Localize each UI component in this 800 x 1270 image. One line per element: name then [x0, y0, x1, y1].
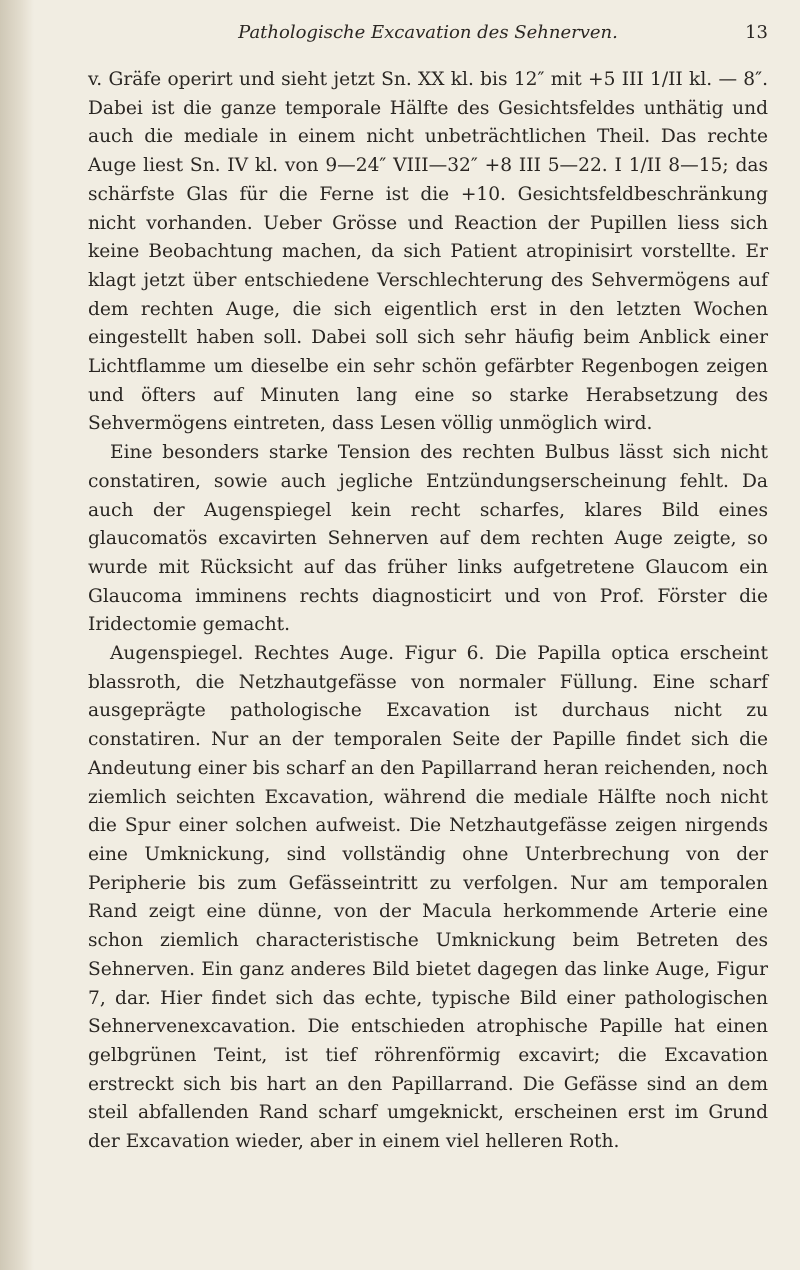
running-title: Pathologische Excavation des Sehnerven.	[238, 22, 618, 43]
page-number: 13	[745, 22, 768, 43]
paragraph-2: Eine besonders starke Tension des rechten Bulbus lässt sich nicht constatiren, sowie auch jegliche Entzündungserscheinung fehlt. Da auch der Augenspiegel kein recht scharfes, klares Bild eines glaucomatös excavirten Sehnerven auf dem rechten Auge zeigte, so wurde mit Rücksicht auf das früher links aufgetretene Glaucom ein Glaucoma imminens rechts diagnosticirt und von Prof. Förster die Iridectomie gemacht.	[88, 442, 768, 636]
paragraph-3: Augenspiegel. Rechtes Auge. Figur 6. Die Papilla optica erscheint blassroth, die Netzhautgefässe von normaler Füllung. Eine scharf ausgeprägte pathologische Excavation ist durchaus nicht zu constatiren. Nur an der temporalen Seite der Papille findet sich die Andeutung einer bis scharf an den Papillarrand heran reichenden, noch ziemlich seichten Excavation, während die mediale Hälfte noch nicht die Spur einer solchen aufweist. Die Netzhautgefässe zeigen nirgends eine Umknickung, sind vollständig ohne Unterbrechung von der Peripherie bis zum Gefässeintritt zu verfolgen. Nur am temporalen Rand zeigt eine dünne, von der Macula herkommende Arterie eine schon ziemlich characteristische Umknickung beim Betreten des Sehnerven. Ein ganz anderes Bild bietet dagegen das linke Auge, Figur 7, dar. Hier findet sich das echte, typische Bild einer pathologischen Sehnervenexcavation. Die entschieden atrophische Papille hat einen gelbgrünen Teint, ist tief röhrenförmig excavirt; die Excavation erstreckt sich bis hart an den Papillarrand. Die Gefässe sind an dem steil abfallenden Rand scharf umgeknickt, erscheinen erst im Grund der Excavation wieder, aber in einem viel helleren Roth.	[88, 643, 768, 1153]
paragraph-1: v. Gräfe operirt und sieht jetzt Sn. XX kl. bis 12″ mit +5 III 1/II kl. — 8″. Dabei ist die ganze temporale Hälfte des Gesichtsfeldes unthätig und auch die mediale in einem nicht unbeträchtlichen Theil. Das rechte Auge liest Sn. IV kl. von 9—24″ VIII—32″ +8 III 5—22. I 1/II 8—15; das schärfste Glas für die Ferne ist die +10. Gesichtsfeldbeschränkung nicht vorhanden. Ueber Grösse und Reaction der Pupillen liess sich keine Beobachtung machen, da sich Patient atropinisirt vorstellte. Er klagt jetzt über entschiedene Verschlechterung des Sehvermögens auf dem rechten Auge, die sich eigentlich erst in den letzten Wochen eingestellt haben soll. Dabei soll sich sehr häufig beim Anblick einer Lichtflamme um dieselbe ein sehr schön gefärbter Regenbogen zeigen und öfters auf Minuten lang eine so starke Herabsetzung des Sehvermögens eintreten, dass Lesen völlig unmöglich wird.	[88, 69, 768, 435]
document-page	[88, 22, 768, 1157]
body-text	[88, 66, 768, 1157]
binding-shadow	[0, 0, 34, 1270]
running-head	[88, 22, 768, 58]
